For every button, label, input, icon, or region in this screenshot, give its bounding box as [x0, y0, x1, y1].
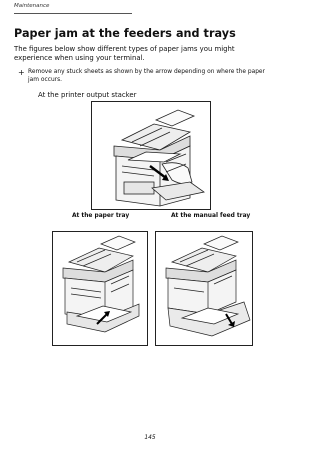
figure-caption-paper-tray: At the paper tray	[72, 213, 130, 219]
page-title: Paper jam at the feeders and trays	[14, 27, 236, 40]
bullet-marker: +	[18, 68, 25, 77]
page-number: 145	[144, 435, 156, 441]
printer-illustration	[92, 102, 210, 209]
figure-caption-manual-feed-tray: At the manual feed tray	[171, 213, 251, 219]
figure-caption-output-stacker: At the printer output stacker	[38, 91, 137, 99]
bullet-text: Remove any stuck sheets as shown by the arrow depending on where the paper jam occurs.	[28, 69, 265, 83]
printer-illustration	[156, 232, 252, 345]
figure-paper-tray	[52, 231, 148, 346]
intro-paragraph: The figures below show different types of paper jams you might experience when using your terminal.	[14, 45, 235, 62]
header-divider	[14, 13, 132, 14]
section-header: Maintenance	[14, 3, 50, 9]
figure-output-stacker	[91, 101, 211, 210]
printer-illustration	[53, 232, 147, 345]
figure-manual-feed-tray	[155, 231, 253, 346]
